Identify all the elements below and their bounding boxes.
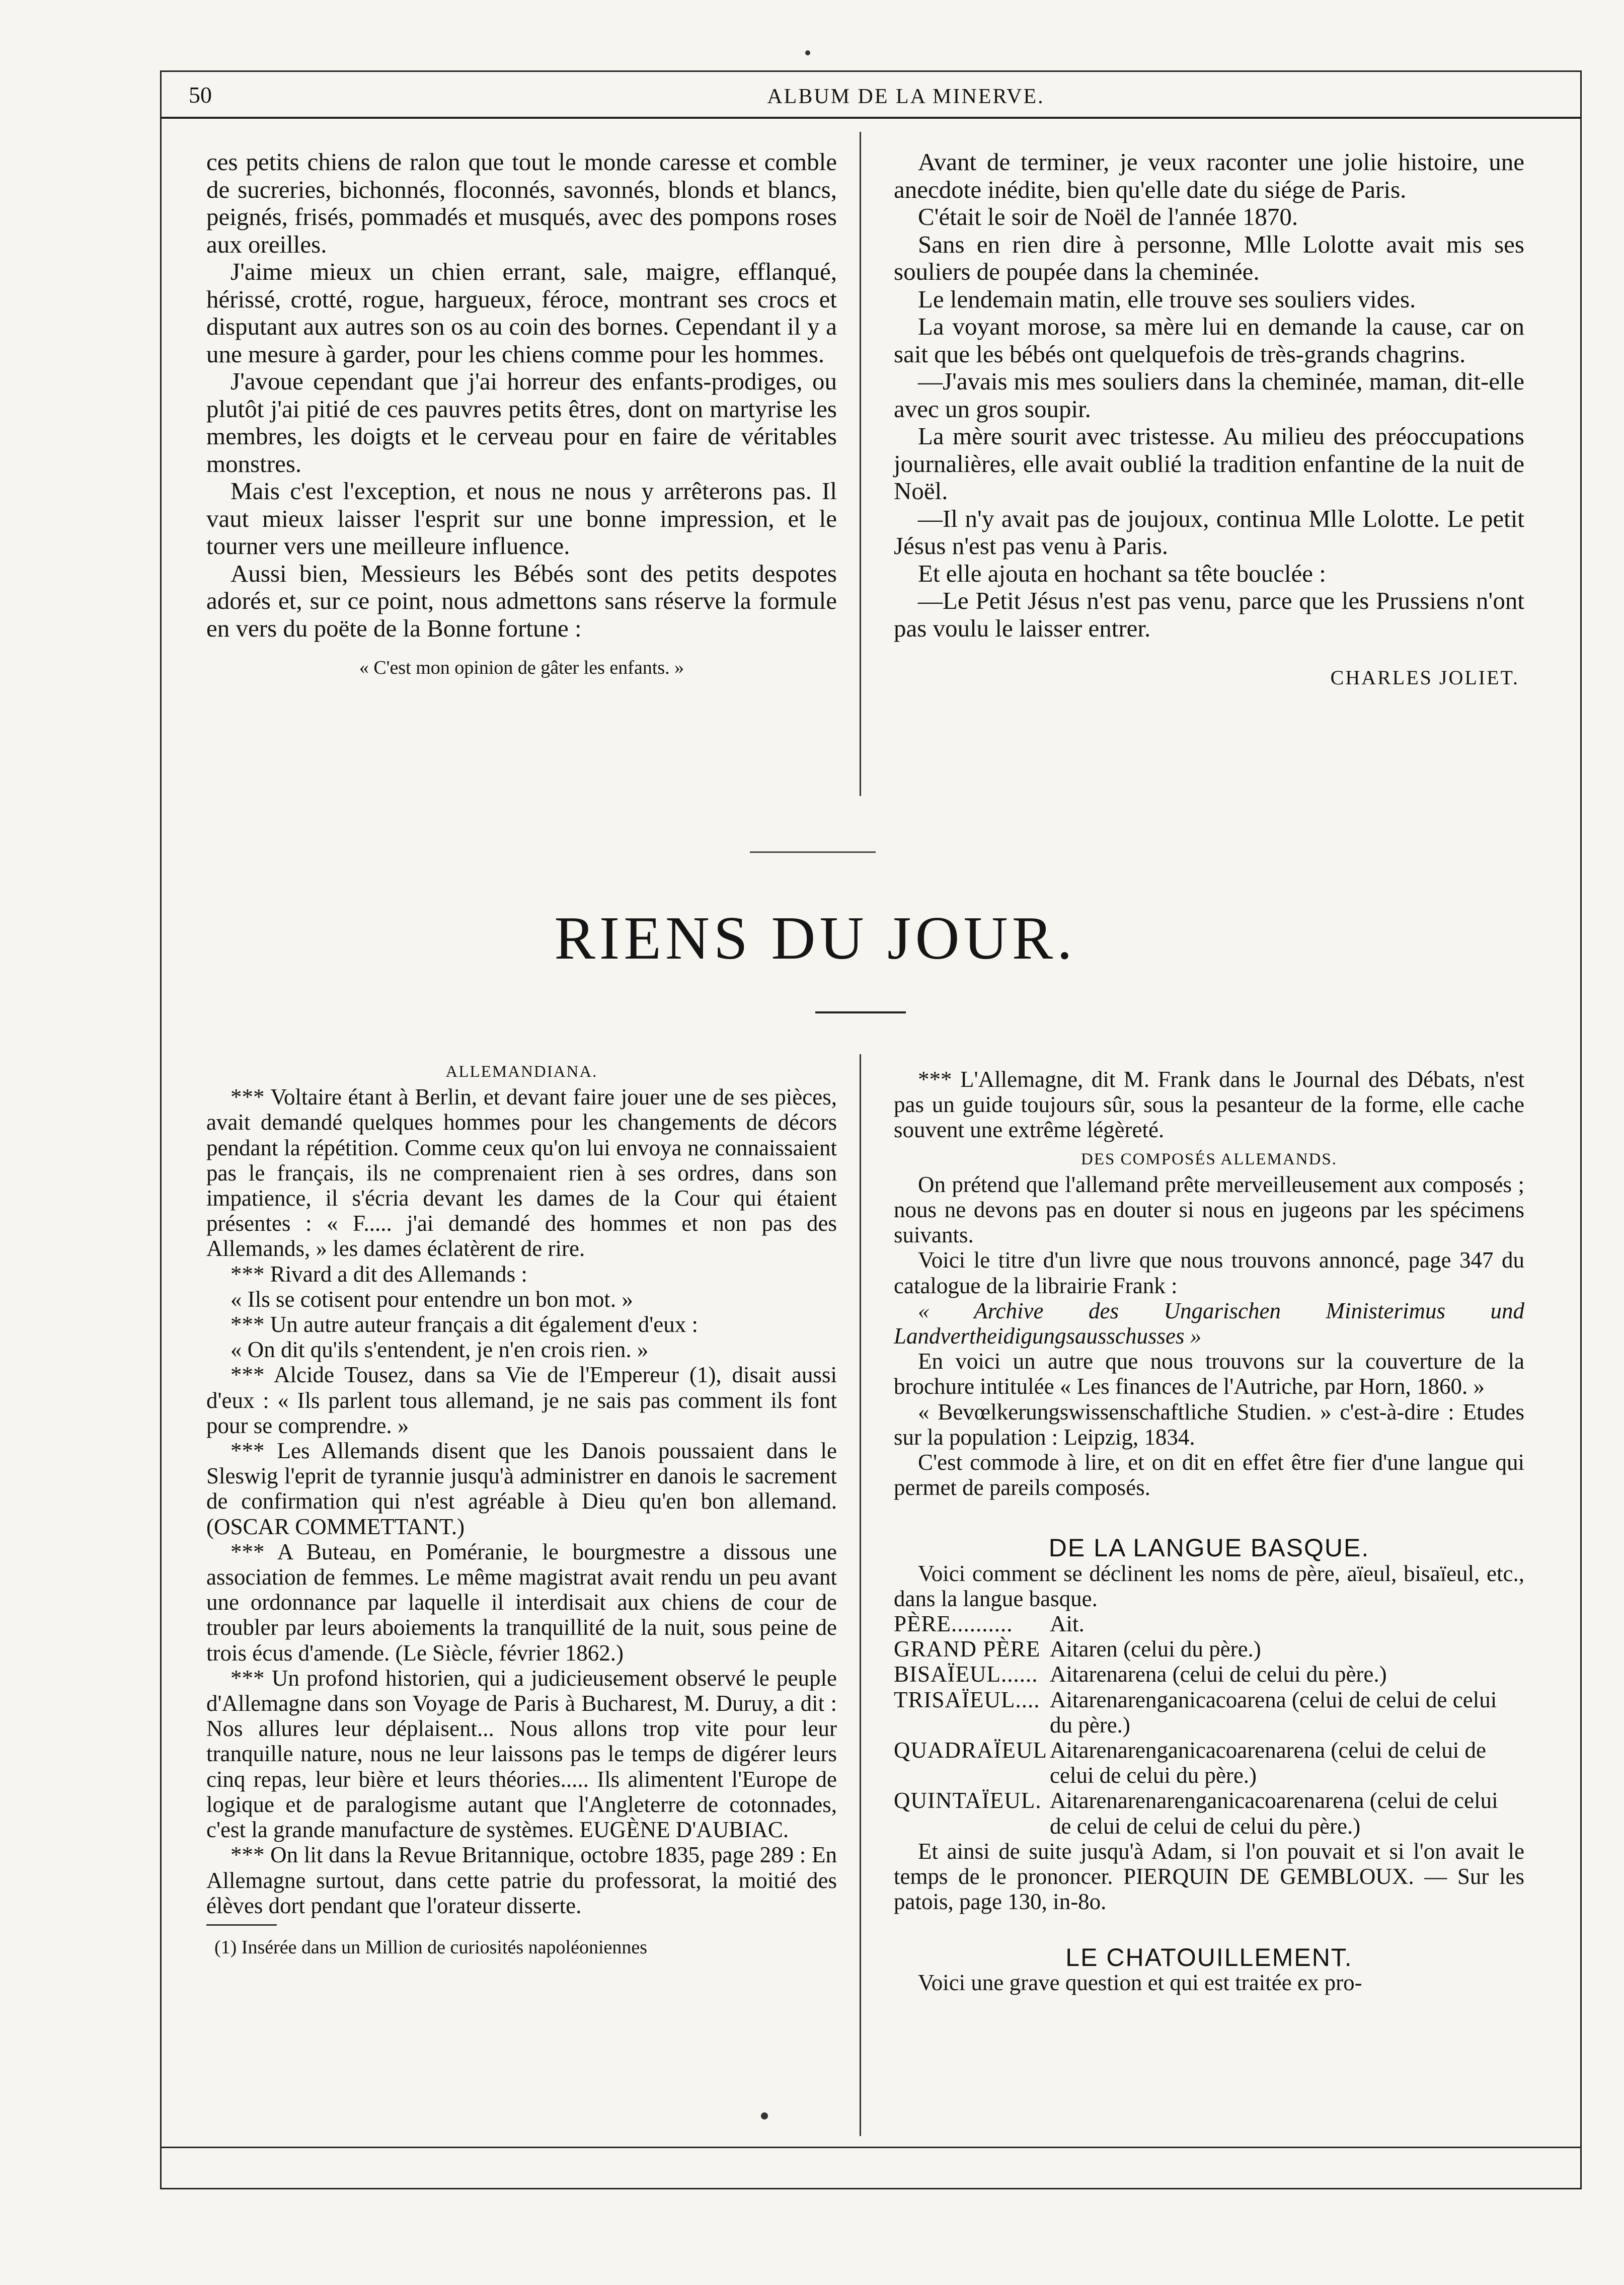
bottom-right-column <box>894 1067 1524 1995</box>
paragraph: Avant de terminer, je veux raconter une jolie histoire, une anecdote inédite, bien qu'elle date du siége de Paris. <box>894 148 1524 203</box>
paragraph: Voici le titre d'un livre que nous trouvons annoncé, page 347 du catalogue de la librairie Frank : <box>894 1247 1524 1298</box>
paragraph: J'avoue cependant que j'ai horreur des enfants-prodiges, ou plutôt j'ai pitié de ces pauvres petits êtres, dont on martyrise les membres, les doigts et le cerveau pour en faire de véritables monstres. <box>206 367 837 478</box>
header-rule <box>160 117 1580 119</box>
author-signature: CHARLES JOLIET. <box>1330 666 1519 689</box>
genealogy-term: BISAÏEUL...... <box>894 1662 1038 1687</box>
genealogy-definition: Aitaren (celui du père.) <box>1050 1636 1261 1662</box>
genealogy-row <box>894 1662 1524 1687</box>
genealogy-definition: Ait. <box>1050 1611 1085 1637</box>
section-title: RIENS DU JOUR. <box>554 904 1076 972</box>
paragraph: *** On lit dans la Revue Britannique, octobre 1835, page 289 : En Allemagne surtout, dans cette patrie du professorat, la moitié des élèves dort pendant que l'orateur disserte. <box>206 1842 837 1918</box>
genealogy-row <box>894 1788 1524 1838</box>
genealogy-term: QUINTAÏEUL. <box>894 1788 1042 1814</box>
paragraph: *** A Buteau, en Poméranie, le bourgmestre a dissous une association de femmes. Le même magistrat avait rendu un peu avant une ordonnance par laquelle il interdisait aux chiens de cour de troubler par leurs aboiements la tranquillité de la nuit, sous peine de trois écus d'amende. (Le Siècle, février 1862.) <box>206 1539 837 1666</box>
paragraph: *** L'Allemagne, dit M. Frank dans le Journal des Débats, n'est pas un guide toujours sûr, sous la pesanteur de la forme, elle cache souvent une extrême légèreté. <box>894 1067 1524 1143</box>
genealogy-row <box>894 1687 1524 1738</box>
paragraph: Et elle ajouta en hochant sa tête bouclée : <box>918 559 1326 587</box>
column-rule <box>860 132 861 796</box>
genealogy-row <box>894 1611 1524 1636</box>
paragraph: « Archive des Ungarischen Ministerimus und Landvertheidigungsausschusses » <box>894 1298 1524 1349</box>
page-number: 50 <box>189 82 212 108</box>
paragraph: *** Un autre auteur français a dit également d'eux : <box>230 1312 698 1337</box>
paragraph: —Il n'y avait pas de joujoux, continua Mlle Lolotte. Le petit Jésus n'est pas venu à Paris. <box>894 504 1524 560</box>
running-title: ALBUM DE LA MINERVE. <box>767 85 1045 108</box>
top-right-column <box>894 148 1524 692</box>
paragraph: En voici un autre que nous trouvons sur la couverture de la brochure intitulée « Les finances de l'Autriche, par Horn, 1860. » <box>894 1349 1524 1399</box>
paragraph: La mère sourit avec tristesse. Au milieu des préoccupations journalières, elle avait oublié la tradition enfantine de la nuit de Noël. <box>894 422 1524 505</box>
genealogy-definition: Aitarenarenarenganicacoarenarena (celui de celui de celui de celui de celui du père.) <box>1050 1788 1498 1839</box>
genealogy-term: TRISAÏEUL.... <box>894 1687 1040 1712</box>
footnote-rule <box>206 1924 277 1926</box>
paragraph: « Ils se cotisent pour entendre un bon mot. » <box>230 1286 633 1312</box>
paragraph: « On dit qu'ils s'entendent, je n'en crois rien. » <box>230 1337 649 1363</box>
paragraph: On prétend que l'allemand prête merveilleusement aux composés ; nous ne devons pas en douter si nous en jugeons par les spécimens suivants. <box>894 1171 1524 1248</box>
paragraph: *** Les Allemands disent que les Danois poussaient dans le Sleswig l'eprit de tyrannie jusqu'à administrer en danois le sacrement de confirmation qui n'est agréable à Dieu qu'en bon allemand. (OSCAR COMMETTANT.) <box>206 1438 837 1539</box>
paragraph: ces petits chiens de ralon que tout le monde caresse et comble de sucreries, bichonnés, floconnés, savonnés, blonds et blancs, peignés, frisés, pommadés et musqués, avec des pompons roses aux oreilles. <box>206 148 837 258</box>
paragraph: *** Alcide Tousez, dans sa Vie de l'Empereur (1), disait aussi d'eux : « Ils parlent tous allemand, je ne sais pas comment ils font pour se comprendre. » <box>206 1362 837 1438</box>
paragraph: Et ainsi de suite jusqu'à Adam, si l'on pouvait et si l'on avait le temps de le prononcer. PIERQUIN DE GEMBLOUX. — Sur les patois, page 130, in-8o. <box>894 1838 1524 1915</box>
paragraph: —Le Petit Jésus n'est pas venu, parce que les Prussiens n'ont pas voulu le laisser entrer. <box>894 587 1524 642</box>
footnote: (1) Insérée dans un Million de curiosités napoléoniennes <box>214 1936 648 1958</box>
subheading: DE LA LANGUE BASQUE. <box>1048 1534 1370 1562</box>
genealogy-term: PÈRE.......... <box>894 1611 1013 1637</box>
paragraph: C'est commode à lire, et on dit en effet être fier d'une langue qui permet de pareils composés. <box>894 1450 1524 1501</box>
print-speck <box>761 2112 768 2119</box>
paragraph: J'aime mieux un chien errant, sale, maigre, efflanqué, hérissé, crotté, rogue, hargueux, féroce, montrant ses crocs et disputant aux autres son os au coin des bornes. Cependant il y a une mesure à garder, pour les chiens comme pour les hommes. <box>206 258 837 368</box>
paragraph: —J'avais mis mes souliers dans la cheminée, maman, dit-elle avec un gros soupir. <box>894 367 1524 423</box>
paragraph: Sans en rien dire à personne, Mlle Lolotte avait mis ses souliers de poupée dans la cheminée. <box>894 230 1524 285</box>
allemandiana-column <box>206 1059 837 1960</box>
paragraph: La voyant morose, sa mère lui en demande la cause, car on sait que les bébés ont quelquefois de très-grands chagrins. <box>894 312 1524 368</box>
print-speck <box>805 50 810 55</box>
subheading: DES COMPOSÉS ALLEMANDS. <box>1081 1150 1337 1168</box>
paragraph: C'était le soir de Noël de l'année 1870. <box>918 203 1298 230</box>
subheading: LE CHATOUILLEMENT. <box>1065 1943 1353 1972</box>
paragraph: *** Voltaire étant à Berlin, et devant faire jouer une de ses pièces, avait demandé quelques hommes pour les changements de décors pendant la répétition. Comme ceux qu'on lui envoya ne connaissaient pas le français, ils ne comprenaient rien à ses ordres, dans son impatience, il s'écria devant les dames de la Cour qui étaient présentes : « F..... j'ai demandé des hommes et non pas des Allemands, » les dames éclatèrent de rire. <box>206 1084 837 1262</box>
genealogy-definition: Aitarenarenganicacoarenarena (celui de celui de celui de celui du père.) <box>1050 1738 1486 1788</box>
genealogy-definition: Aitarenarenganicacoarena (celui de celui de celui du père.) <box>1050 1687 1497 1738</box>
paragraph: Mais c'est l'exception, et nous ne nous y arrêterons pas. Il vaut mieux laisser l'esprit sur une bonne impression, et le tourner vers une meilleure influence. <box>206 477 837 560</box>
title-underline <box>815 1011 906 1013</box>
paragraph: Aussi bien, Messieurs les Bébés sont des petits despotes adorés et, sur ce point, nous admettons sans réserve la formule en vers du poëte de la Bonne fortune : <box>206 559 837 642</box>
column-rule <box>860 1054 861 2136</box>
paragraph: *** Un profond historien, qui a judicieusement observé le peuple d'Allemagne dans son Voyage de Paris à Bucharest, M. Duruy, a dit : Nos allures leur déplaisent... Nous allons trop vite pour leur tranquille nature, nous ne leur laissons pas le temps de digérer leurs cinq repas, leur bière et leurs théories..... Ils alimentent l'Europe de logique et de paralogisme autant que l'Angleterre de cotonnades, c'est la grande manufacture de systèmes. EUGÈNE D'AUBIAC. <box>206 1665 837 1843</box>
paragraph: Voici une grave question et qui est traitée ex pro- <box>918 1969 1362 1995</box>
paragraph: Le lendemain matin, elle trouve ses souliers vides. <box>918 285 1416 313</box>
subheading: ALLEMANDIANA. <box>445 1063 598 1081</box>
genealogy-row <box>894 1738 1524 1788</box>
paragraph: Voici comment se déclinent les noms de père, aïeul, bisaïeul, etc., dans la langue basque. <box>894 1560 1524 1611</box>
genealogy-definition: Aitarenarena (celui de celui du père.) <box>1050 1662 1387 1687</box>
genealogy-row <box>894 1636 1524 1662</box>
top-left-column <box>206 148 837 682</box>
bottom-rule <box>160 2147 1580 2148</box>
genealogy-term: GRAND PÈRE <box>894 1636 1041 1662</box>
paragraph: « Bevœlkerungswissenschaftliche Studien. » c'est-à-dire : Etudes sur la population : Leipzig, 1834. <box>894 1399 1524 1450</box>
section-separator <box>750 851 876 853</box>
verse-quote: « C'est mon opinion de gâter les enfants. » <box>359 657 684 678</box>
paragraph: *** Rivard a dit des Allemands : <box>230 1261 527 1287</box>
genealogy-term: QUADRAÏEUL <box>894 1738 1047 1763</box>
